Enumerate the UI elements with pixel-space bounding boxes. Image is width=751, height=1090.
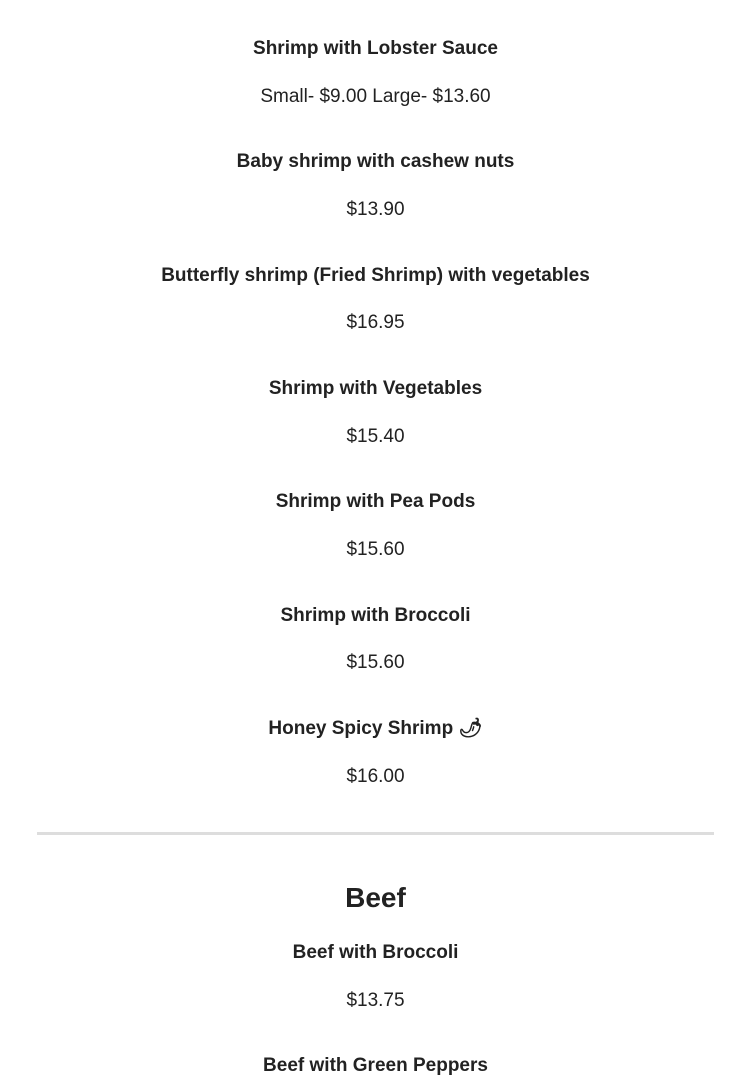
menu-item-price: $13.75 — [346, 990, 405, 1011]
menu-item-price: $15.40 — [346, 426, 405, 447]
section-divider — [37, 832, 714, 835]
menu-item-name: Shrimp with Broccoli — [280, 605, 471, 626]
menu-item-price: $13.90 — [346, 199, 405, 220]
menu-item-name: Butterfly shrimp (Fried Shrimp) with vegetables — [161, 265, 590, 286]
menu-item-price: $15.60 — [346, 652, 405, 673]
menu-item-name: Baby shrimp with cashew nuts — [236, 151, 515, 172]
menu-item-price: $15.60 — [346, 539, 405, 560]
menu-item-name: Shrimp with Pea Pods — [275, 491, 476, 512]
menu-item-price: $16.95 — [346, 312, 405, 333]
menu-item-price: Small- $9.00 Large- $13.60 — [260, 86, 491, 107]
section-title-beef: Beef — [345, 882, 406, 913]
menu-item-name: Shrimp with Vegetables — [268, 378, 483, 399]
menu-item-price: $16.00 — [346, 766, 405, 787]
menu-item-name: Honey Spicy Shrimp 🌶 — [268, 718, 483, 739]
menu-item-name: Shrimp with Lobster Sauce — [253, 38, 498, 59]
menu-item-name: Beef with Green Peppers — [263, 1055, 488, 1076]
menu-item-name: Beef with Broccoli — [292, 942, 459, 963]
